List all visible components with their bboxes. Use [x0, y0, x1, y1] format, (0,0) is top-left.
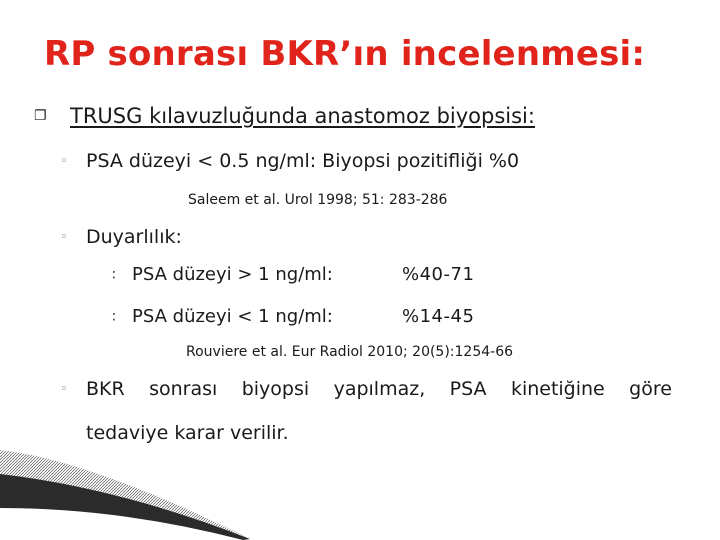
sub-item-label: PSA düzeyi > 1 ng/ml:: [132, 264, 333, 285]
sub-item: [112, 306, 475, 327]
main-bullet: [34, 104, 535, 128]
sub-item-label: PSA düzeyi < 1 ng/ml:: [132, 306, 333, 327]
word: kinetiğine: [510, 378, 605, 400]
list-item-bkr: [60, 378, 672, 444]
chevron-bullet-icon: ∶: [112, 266, 116, 284]
chevron-bullet-icon: ∶: [112, 308, 116, 326]
sub-item: [112, 264, 475, 285]
ring-bullet-icon: ◦: [60, 382, 68, 397]
word: yapılmaz,: [333, 378, 426, 400]
list-item-psa: [60, 150, 519, 172]
reference-rouviere: Rouviere et al. Eur Radiol 2010; 20(5):1254-66: [186, 344, 514, 360]
word: sonrası: [149, 378, 218, 400]
word: göre: [629, 378, 672, 400]
word: PSA: [449, 378, 487, 400]
list-item-text: Duyarlılık:: [86, 226, 182, 248]
decorative-swoosh: [0, 448, 260, 540]
list-item-duyarlilik: [60, 226, 182, 248]
slide-title: RP sonrası BKR’ın incelenmesi:: [44, 34, 646, 74]
reference-saleem: Saleem et al. Urol 1998; 51: 283-286: [188, 192, 448, 208]
main-bullet-text: TRUSG kılavuzluğunda anastomoz biyopsisi:: [70, 104, 535, 128]
ring-bullet-icon: ◦: [60, 230, 68, 245]
word: biyopsi: [241, 378, 310, 400]
word: ◦ BKR: [60, 378, 125, 400]
list-item-line: [60, 378, 672, 400]
square-bullet-icon: ❐: [34, 108, 47, 124]
sub-item-value: %40-71: [402, 264, 475, 285]
list-item-text: PSA düzeyi < 0.5 ng/ml: Biyopsi pozitifliği %0: [86, 150, 520, 172]
sub-item-value: %14-45: [402, 306, 475, 327]
list-item-line: tedaviye karar verilir.: [86, 422, 289, 444]
ring-bullet-icon: ◦: [60, 154, 68, 169]
